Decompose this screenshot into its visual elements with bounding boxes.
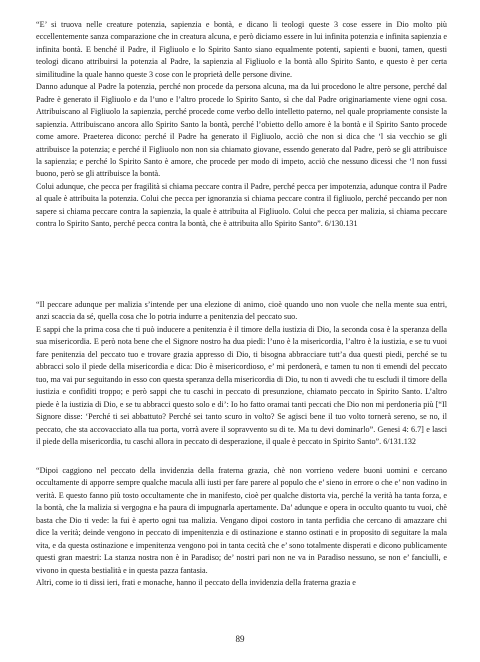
text-block-envy-of-fraternal-grace	[36, 465, 447, 590]
text-block-sin-of-malice	[36, 299, 447, 448]
paragraph: “Dipoi caggiono nel peccato della invidenzia della fraterna grazia, chè non vorrieno vedere buoni uomini e cercano occultamente di apporre sempre qualche macula alli iusti per fare parere al populo che e’ sieno in errore o che e’ non vadino in verità. E questo fanno più tosto occultamente che in manifesto, cioè per qualche distorta via, perché la verità ha tanta forza, e la bontà, che la malizia si vergogna e ha paura di impugnarla apertamente. Da’ adunque e opera in occulto quanto tu vuoi, chè basta che Dio ti vede: la fui è aperto ogni tua malizia. Vengano dipoi costoro in tanta perfidia che cercano di amazzare chi dice la verità; deinde vengono in peccato di impenitenzia e di ostinazione e stanno ostinati e in proposito di seguitare la mala vita, e da questa ostinazione e impenitenza vengono poi in tanta cecità che e’ sono totalmente disperati e dicono publicamente questi gran maestri: La stanza nostra non è in Paradiso; de’ nostri pari non ne va in Paradiso nessuno, se non e’ fanciulli, e vivono in questa bestialità e in questa pazza fantasia.	[36, 466, 447, 575]
paragraph: “Il peccare adunque per malizia s’intende per una elezione di animo, cioè quando uno non vuole che nella mente sua entri, anzi scaccia da sé, quella cosa che lo potria indurre a penitenzia del peccato suo.	[36, 300, 447, 322]
paragraph: Danno adunque al Padre la potenzia, perché non procede da persona alcuna, ma da lui procedono le altre persone, perché dal Padre è generato il Figliuolo e da l’uno e l’altro procede lo Spirito Santo, sì che dal Padre originariamente viene ogni cosa. Attribuiscano al Figliuolo la sapienzia, perché procede come verbo dello intelletto paterno, nel quale propriamente consiste la sapienzia. Attribuiscano ancora allo Spirito Santo la bontà, perché l’obietto dello amore è la bontà e il Spirito Santo procede come amore. Praeterea dicono: perché il Padre ha generato il Figliuolo, acciò che non si dica che ‘l sia vecchio se gli attribuisce la potenzia; e perché il Figliuolo non non sia chiamato giovane, essendo generato dal Padre, però se gli attribuisce la sapienzia; e perché lo Spirito Santo è amore, che procede per modo di impeto, acciò che nessuno dicessi che ‘l non fussi buono, però se gli attribuisce la bontà.	[36, 82, 447, 179]
text-block-trinity-attributes	[36, 19, 447, 231]
paragraph: “E’ si truova nelle creature potenzia, sapienzia e bontà, e dicano li teologi queste 3 cose essere in Dio molto più eccellentemente sanza comparazione che in creatura alcuna, e però diciamo essere in lui infinita potenzia e infinita sapienzia e infinita bontà. E benché il Padre, il Figliuolo e lo Spirito Santo siano equalmente potenti, sapienti e buoni, tamen, questi teologi dicano attribuirsi la potenzia al Padre, la sapienzia al Figliuolo e la bontà allo Spirito Santo, e questo è per certa similitudine la quale hanno queste 3 cose con le proprietà delle persone divine.	[36, 20, 447, 79]
page-number: 89	[235, 634, 245, 644]
paragraph: Colui adunque, che pecca per fragilità si chiama peccare contra il Padre, perché pecca per impotenzia, adunque contra il Padre al quale è attribuita la potenzia. Colui che pecca per ignoranzia si chiama peccare contra il figliuolo, perché peccando per non sapere si chiama peccare contra la sapienzia, la quale è attribuita al Figliuolo. Colui che pecca per malizia, si chiama peccare contra lo Spirito Santo, perché pecca contra la bontà, che è attribuita allo Spirito Santo”. 6/130.131	[36, 181, 447, 229]
paragraph: Altri, come io ti dissi ieri, frati e monache, hanno il peccato della invidenzia della fraterna grazia e	[36, 578, 356, 588]
paragraph: E sappi che la prima cosa che ti può inducere a penitenzia è il timore della iustizia di Dio, la seconda cosa è la speranza della sua misericordia. E però nota bene che el Signore nostro ha dua piedi: l’uno è la misericordia, l’altro è la iustizia, e se tu vuoi fare penitenzia del peccato tuo e trovare grazia appresso di Dio, ti bisogna abbracciare tutt’a dua questi piedi, perché se tu abbracci solo il piede della misericordia e dica: Dio è misericordioso, e’ mi perdonerà, e tamen tu non ti emendi del peccato tuo, ma vai pur seguitando in esso con questa speranza della misericordia di Dio, tu non ti avvedi che tu escludi il timore della iustizia e confiditi troppo; e però sappi che tu caschi in peccato di presunzione, chiamato peccato in Spirito Santo. L’altro piede è la iustizia di Dio, e se tu abbracci questo solo e di’: Io ho fatto oramai tanti peccati che Dio non mi perdoneria più [“Il Signore disse: ‘Perché ti sei abbattuto? Perché sei tanto scuro in volto? Se agisci bene il tuo volto tornerà sereno, se no, il peccato, che sta accovacciato alla tua porta, vorrà avere il sopravvento su di te. Ma tu devi dominarlo”. Genesi 4: 6.7] e lasci il piede della misericordia, tu caschi allora in peccato di desperazione, il quale è peccato in Spirito Santo”. 6/131.132	[36, 324, 447, 446]
